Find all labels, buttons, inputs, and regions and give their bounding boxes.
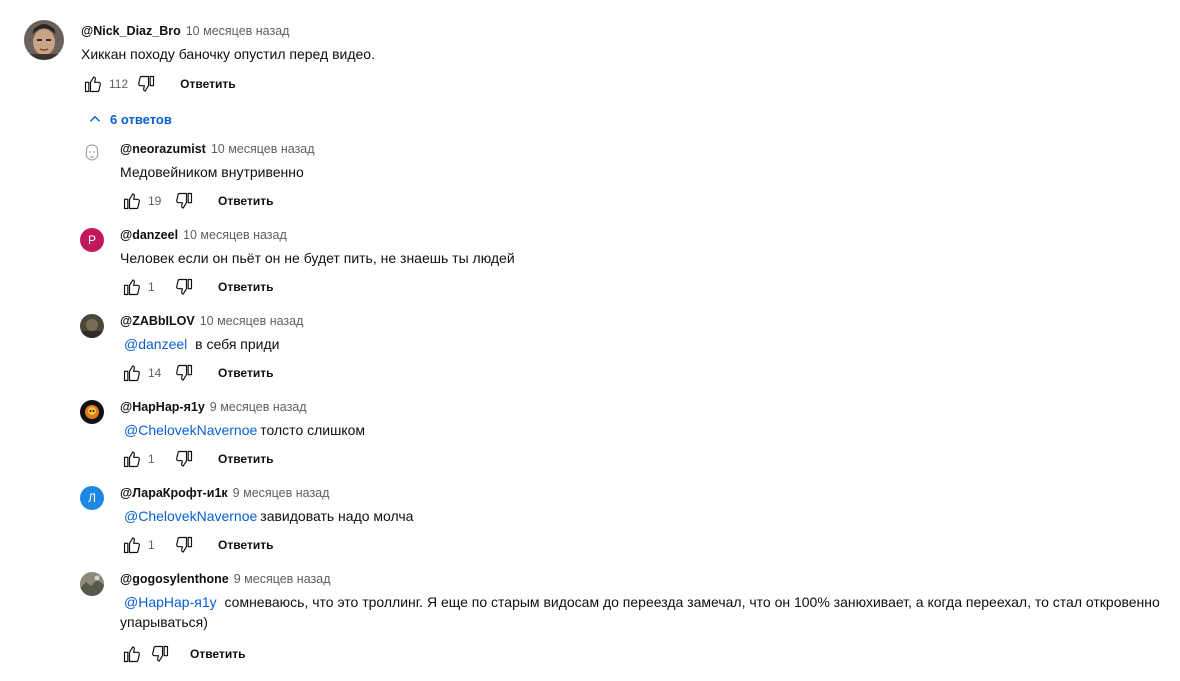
reply-comment: [80, 400, 1175, 486]
mention-link[interactable]: @НарНар-я1у: [124, 594, 217, 610]
comment-text-body: толсто слишком: [260, 422, 366, 438]
comment-text: [120, 334, 1175, 354]
comment-actions: [81, 68, 1171, 100]
comment-actions: [120, 529, 1175, 561]
comment-text: [120, 162, 1175, 182]
reply-comment: [80, 572, 1175, 672]
reply-button[interactable]: Ответить: [218, 280, 274, 294]
avatar[interactable]: [80, 314, 104, 338]
comment-author[interactable]: @gogosylenthone: [120, 572, 229, 586]
comment-text-body: сомневаюсь, что это троллинг. Я еще по старым видосам до переезда замечал, что он 100% занюхивает, а когда переехал, то стал откровенно упарываться): [120, 594, 1160, 630]
dislike-icon[interactable]: [172, 533, 196, 557]
comment-text: [120, 420, 1175, 440]
dislike-icon[interactable]: [172, 361, 196, 385]
comment-time[interactable]: 10 месяцев назад: [185, 24, 290, 38]
reply-button[interactable]: Ответить: [218, 452, 274, 466]
like-icon[interactable]: [120, 361, 144, 385]
like-count: 19: [148, 194, 162, 208]
comment-actions: [120, 443, 1175, 475]
comment-time[interactable]: 10 месяцев назад: [210, 142, 315, 156]
comment-author[interactable]: @neorazumist: [120, 142, 206, 156]
avatar[interactable]: [80, 572, 104, 596]
comment-text-body: Медовейником внутривенно: [120, 164, 304, 180]
mention-link[interactable]: @danzeel: [124, 336, 188, 352]
like-icon[interactable]: [120, 533, 144, 557]
avatar[interactable]: Л: [80, 486, 104, 510]
comment-author[interactable]: @Nick_Diaz_Bro: [81, 24, 181, 38]
reply-button[interactable]: Ответить: [190, 647, 246, 661]
comment-actions: [120, 185, 1175, 217]
like-icon[interactable]: [120, 642, 144, 666]
comment-author[interactable]: @ЛараКрофт-и1к: [120, 486, 228, 500]
like-icon[interactable]: [120, 189, 144, 213]
avatar[interactable]: Р: [80, 228, 104, 252]
like-count: 112: [109, 77, 129, 91]
comment-text: [120, 506, 1175, 526]
comment-author[interactable]: @НарНар-я1у: [120, 400, 205, 414]
avatar[interactable]: [80, 142, 104, 166]
comment-header: [81, 20, 1171, 42]
comment-time[interactable]: 10 месяцев назад: [183, 228, 287, 242]
reply-button[interactable]: Ответить: [218, 366, 274, 380]
like-count: 14: [148, 366, 162, 380]
dislike-icon[interactable]: [134, 72, 158, 96]
reply-button[interactable]: Ответить: [180, 77, 236, 91]
comment-text-body: в себя приди: [191, 336, 280, 352]
mention-link[interactable]: @ChelovekNavernoe: [124, 508, 258, 524]
comment-time[interactable]: 10 месяцев назад: [199, 314, 304, 328]
reply-comment: [80, 486, 1175, 572]
comment-text: [120, 248, 1175, 268]
dislike-icon[interactable]: [148, 642, 172, 666]
reply-button[interactable]: Ответить: [218, 538, 274, 552]
reply-button[interactable]: Ответить: [218, 194, 274, 208]
comment-author[interactable]: @danzeel: [120, 228, 179, 242]
avatar[interactable]: [24, 20, 64, 60]
comment-author[interactable]: @ZABbILOV: [120, 314, 195, 328]
comment-time[interactable]: 9 месяцев назад: [232, 486, 330, 500]
comment-actions: [120, 271, 1175, 303]
dislike-icon[interactable]: [172, 189, 196, 213]
reply-comment: [80, 228, 1175, 314]
reply-comment: [80, 314, 1175, 400]
comment-actions: [120, 638, 1175, 670]
comment-time[interactable]: 9 месяцев назад: [209, 400, 307, 414]
like-count: 1: [148, 452, 155, 466]
comment-time[interactable]: 9 месяцев назад: [233, 572, 331, 586]
chevron-up-icon: [86, 110, 104, 128]
reply-comment: [80, 142, 1175, 228]
avatar[interactable]: [80, 400, 104, 424]
like-icon[interactable]: [120, 275, 144, 299]
like-count: 1: [148, 280, 155, 294]
like-count: 1: [148, 538, 155, 552]
comment-actions: [120, 357, 1175, 389]
like-icon[interactable]: [81, 72, 105, 96]
replies-toggle-label: 6 ответов: [110, 111, 172, 127]
comment-text-body: Человек если он пьёт он не будет пить, не знаешь ты людей: [120, 250, 515, 266]
like-icon[interactable]: [120, 447, 144, 471]
replies-toggle[interactable]: [86, 108, 172, 130]
mention-link[interactable]: @ChelovekNavernoe: [124, 422, 258, 438]
comment-text: Хиккан походу баночку опустил перед видео.: [81, 46, 375, 62]
comment-text: [120, 592, 1175, 632]
comment-text-body: завидовать надо молча: [260, 508, 414, 524]
dislike-icon[interactable]: [172, 447, 196, 471]
dislike-icon[interactable]: [172, 275, 196, 299]
